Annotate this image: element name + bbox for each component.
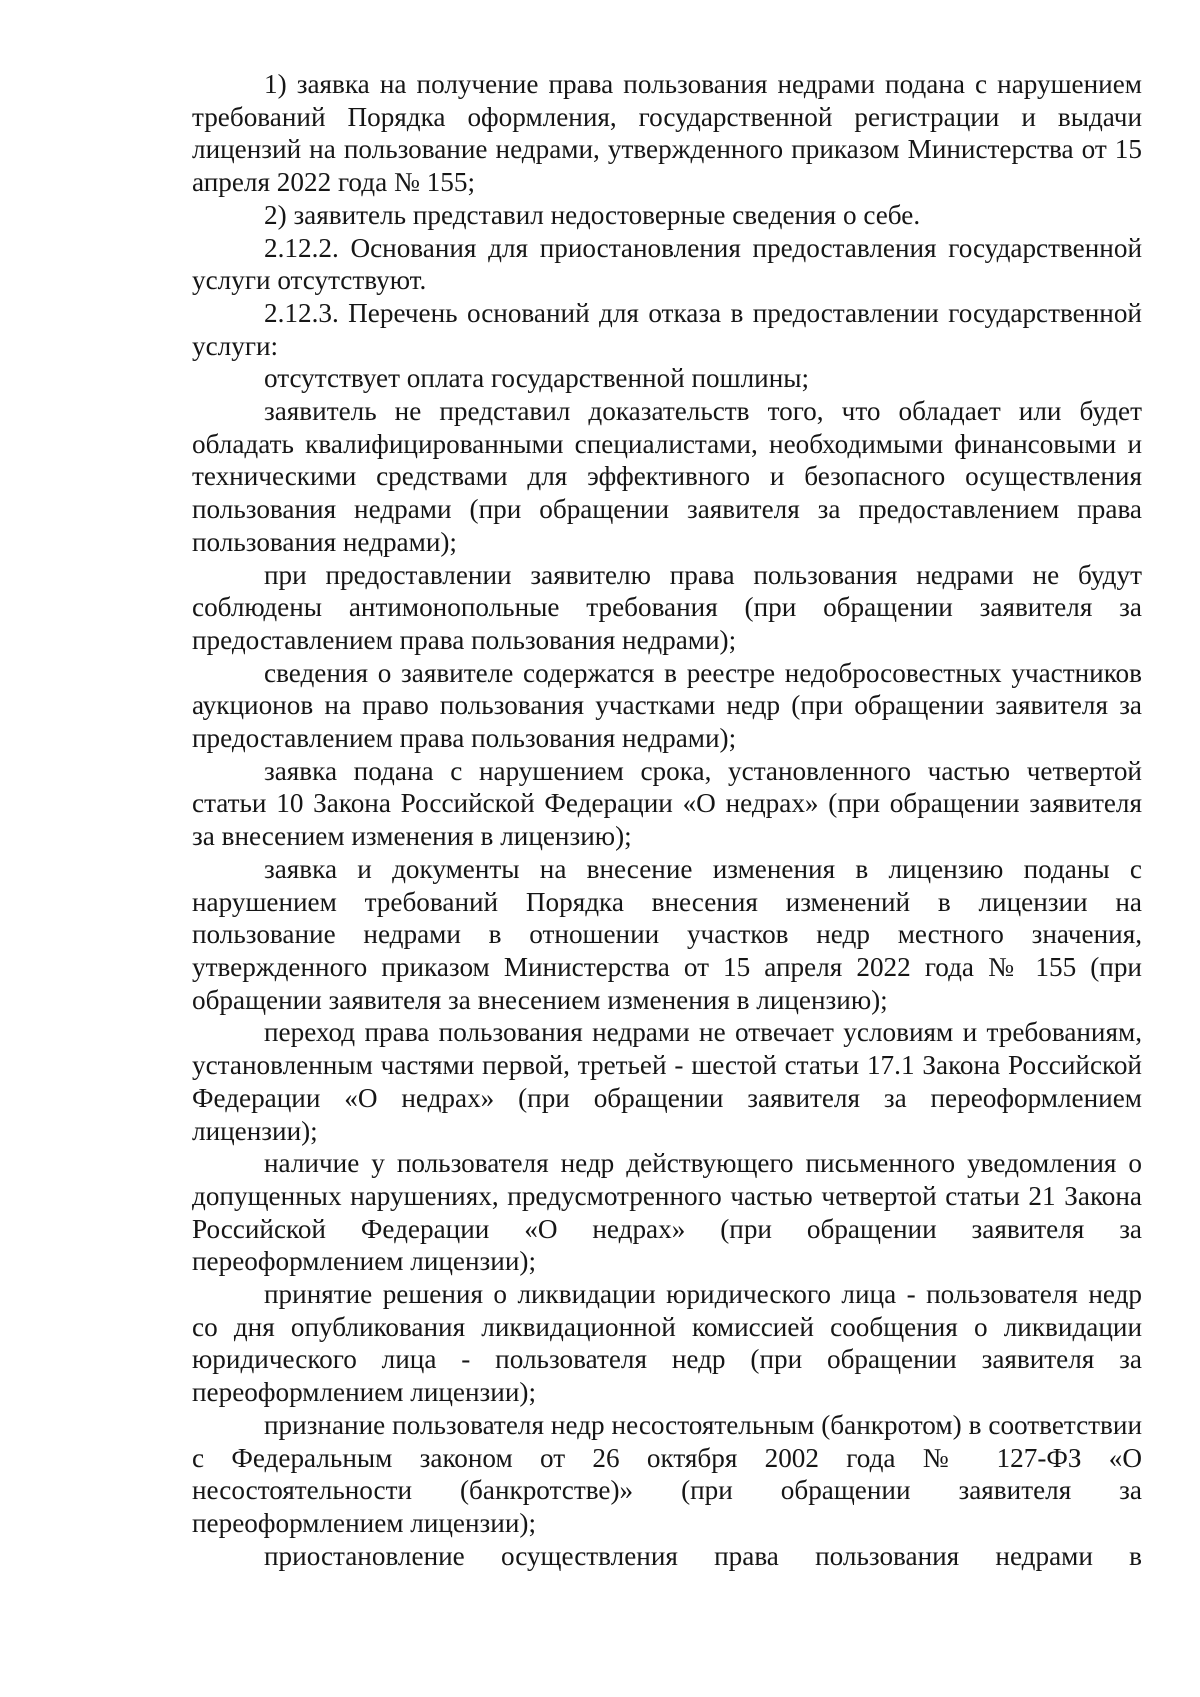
list-item-liquidation: принятие решения о ликвидации юридического лица - пользователя недр со дня опубликования ликвидационной комиссией сообщения о ликвидации юридического лица - пользователя недр (при обращении заявителя за переоформлением лицензии); [192, 1279, 1142, 1408]
paragraph-false-information: 2) заявитель представил недостоверные сведения о себе. [264, 199, 921, 230]
list-item-suspension: приостановление осуществления права пользования недрами в [264, 1540, 1142, 1571]
paragraph-application-violation: 1) заявка на получение права пользования недрами подана с нарушением требований Порядка оформления, государственной регистрации и выдачи лицензий на пользование недрами, утвержденного приказом Министерства от 15 апреля 2022 года № 155; [192, 69, 1142, 198]
list-item-violation-notice: наличие у пользователя недр действующего письменного уведомления о допущенных нарушениях, предусмотренного частью четвертой статьи 21 Закона Российской Федерации «О недрах» (при обращении заявителя за переоформлением лицензии); [192, 1148, 1142, 1277]
list-item-unfair-registry: сведения о заявителе содержатся в реестре недобросовестных участников аукционов на право пользования участками недр (при обращении заявителя за предоставлением права пользования недрами); [192, 657, 1142, 754]
list-item-no-fee: отсутствует оплата государственной пошлины; [264, 363, 810, 394]
list-item-amendment-violation: заявка и документы на внесение изменения в лицензию поданы с нарушением требований Порядка внесения изменений в лицензии на пользование недрами в отношении участков недр местного значения, утвержденного приказом Министерства от 15 апреля 2022 года № 155 (при обращении заявителя за внесением изменения в лицензию); [192, 853, 1142, 1015]
list-item-transfer-conditions: переход права пользования недрами не отвечает условиям и требованиям, установленным частями первой, третьей - шестой статьи 17.1 Закона Российской Федерации «О недрах» (при обращении заявителя за переоформлением лицензии); [192, 1017, 1142, 1146]
paragraph-2-12-3: 2.12.3. Перечень оснований для отказа в предоставлении государственной услуги: [192, 297, 1142, 361]
paragraph-2-12-2: 2.12.2. Основания для приостановления предоставления государственной услуги отсутствуют. [192, 232, 1142, 296]
list-item-antimonopoly: при предоставлении заявителю права пользования недрами не будут соблюдены антимонопольные требования (при обращении заявителя за предоставлением права пользования недрами); [192, 559, 1142, 655]
list-item-bankruptcy: признание пользователя недр несостоятельным (банкротом) в соответствии с Федеральным законом от 26 октября 2002 года № 127-ФЗ «О несостоятельности (банкротстве)» (при обращении заявителя за переоформлением лицензии); [192, 1409, 1142, 1538]
list-item-no-qualification-proof: заявитель не представил доказательств того, что обладает или будет обладать квалифицированными специалистами, необходимыми финансовыми и техническими средствами для эффективного и безопасного осуществления пользования недрами (при обращении заявителя за предоставлением права пользования недрами); [192, 396, 1142, 557]
document-page [192, 68, 1142, 1572]
list-item-deadline-violation: заявка подана с нарушением срока, установленного частью четвертой статьи 10 Закона Российской Федерации «О недрах» (при обращении заявителя за внесением изменения в лицензию); [192, 755, 1142, 852]
